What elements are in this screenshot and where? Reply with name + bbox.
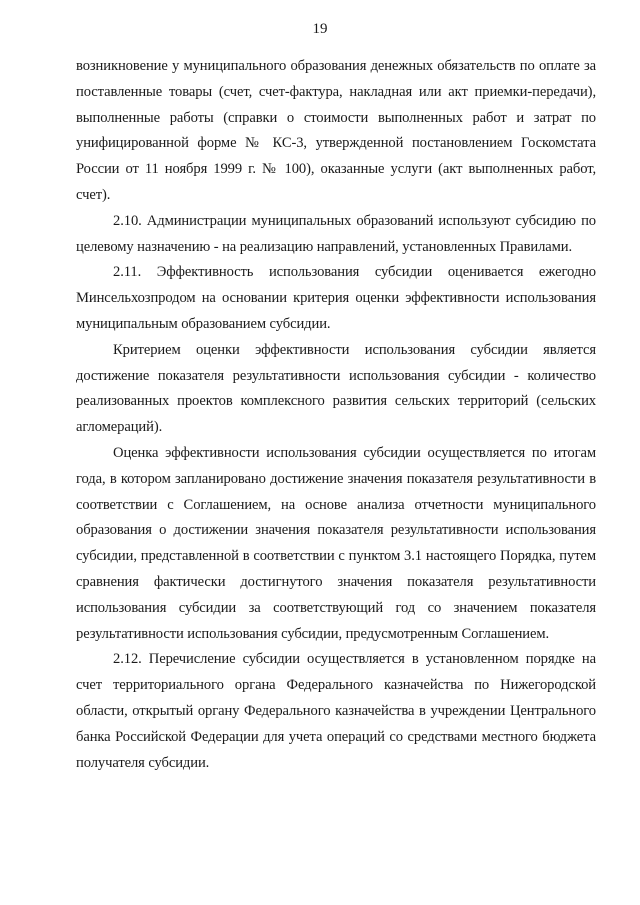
paragraph-continuation: возникновение у муниципального образования денежных обязательств по оплате за поставленные товары (счет, счет-фактура, накладная или акт приемки-передачи), выполненные работы (справки о стоимости выполненных работ и затрат по унифицированной форме № КС-3, утвержденной постановлением Госкомстата России от 11 ноября 1999 г. № 100), оказанные услуги (акт выполненных работ, счет). xyxy=(76,58,596,203)
paragraph-2-12: 2.12. Перечисление субсидии осуществляется в установленном порядке на счет территориального органа Федерального казначейства по Нижегородской области, открытый органу Федерального казначейства в учреждении Центрального банка Российской Федерации для учета операций со средствами местного бюджета получателя субсидии. xyxy=(76,651,596,771)
page-number: 19 xyxy=(312,21,328,37)
paragraph-2-10: 2.10. Администрации муниципальных образований используют субсидию по целевому назначению - на реализацию направлений, установленных Правилами. xyxy=(76,212,596,255)
paragraph-evaluation: Оценка эффективности использования субсидии осуществляется по итогам года, в котором запланировано достижение значения показателя результативности в соответствии с Соглашением, на основе анализа отчетности муниципального образования о достижении значения показателя результативности использования субсидии, представленной в соответствии с пунктом 3.1 настоящего Порядка, путем сравнения фактически достигнутого значения показателя результативности использования субсидии за соответствующий год со значением показателя результативности использования субсидии, предусмотренным Соглашением. xyxy=(76,444,596,642)
paragraph-criterion: Критерием оценки эффективности использования субсидии является достижение показателя результативности использования субсидии - количество реализованных проектов комплексного развития сельских территорий (сельских агломераций). xyxy=(76,341,596,436)
document-body xyxy=(76,54,596,776)
paragraph-2-11: 2.11. Эффективность использования субсидии оценивается ежегодно Минсельхозпродом на основании критерия оценки эффективности использования муниципальным образованием субсидии. xyxy=(76,264,596,332)
